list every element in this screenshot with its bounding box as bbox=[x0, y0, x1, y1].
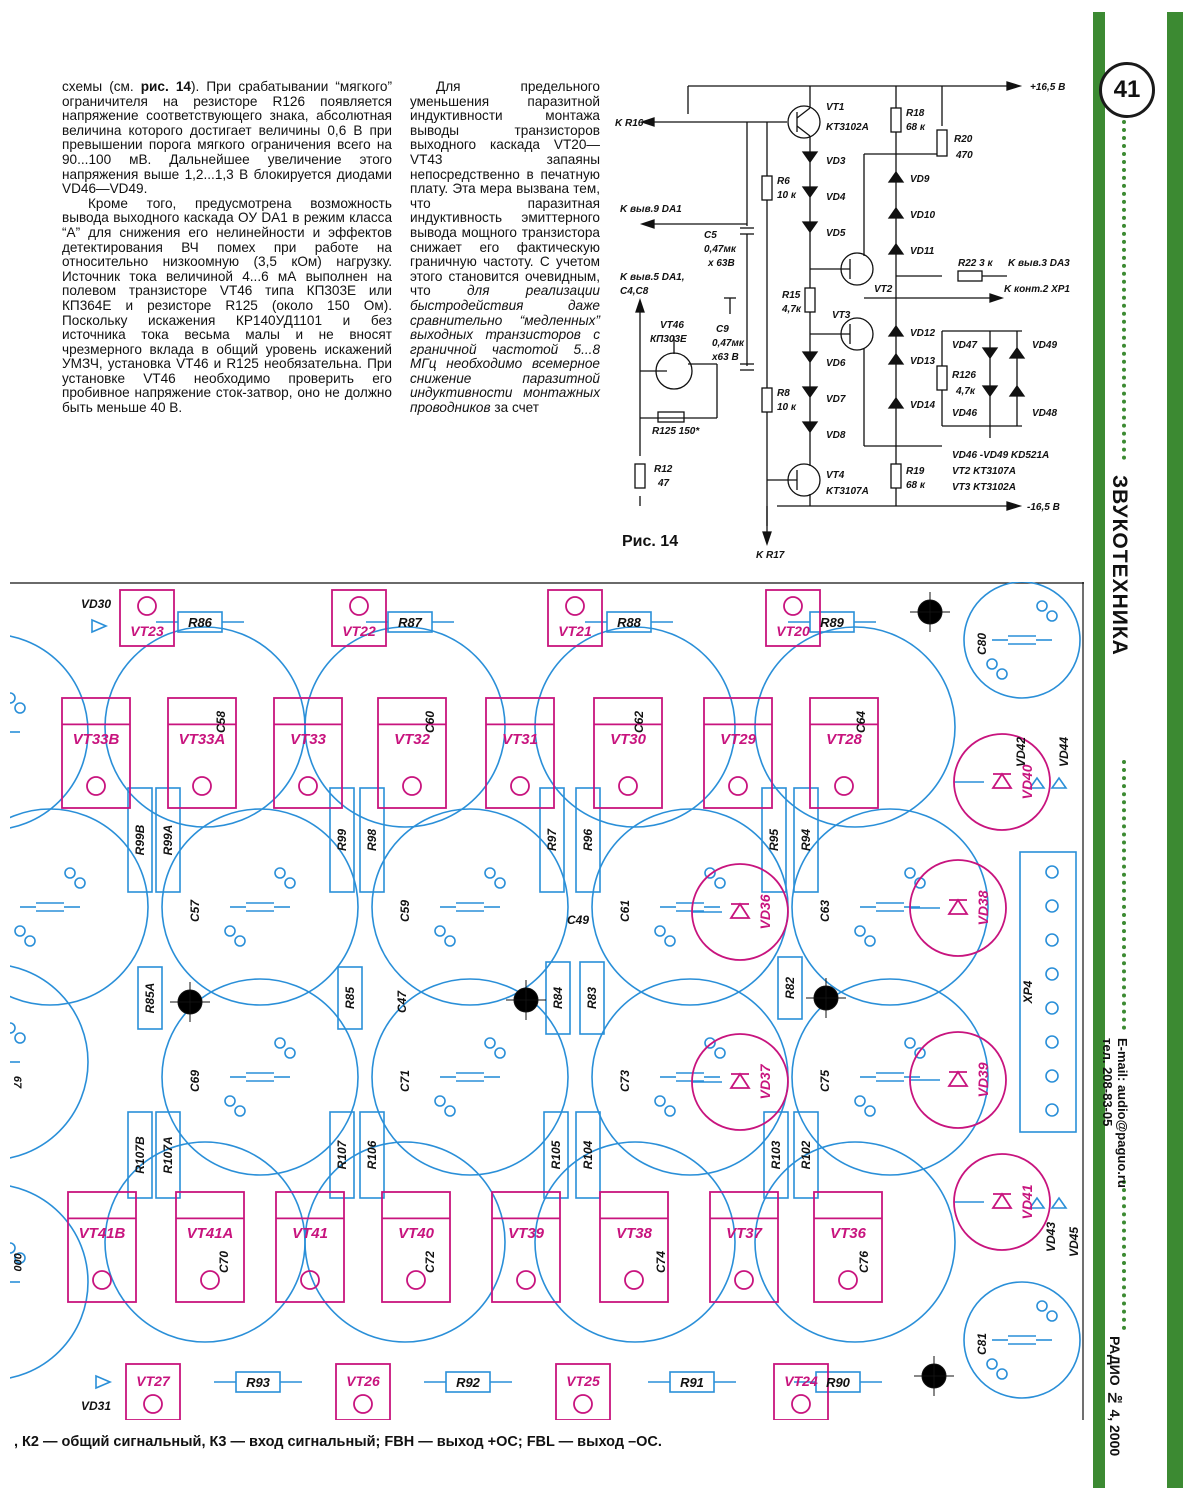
transistor-label: VT33 bbox=[290, 731, 326, 749]
diode-label: VD36 bbox=[757, 894, 773, 930]
diode-label: VD37 bbox=[757, 1064, 773, 1100]
diode-label: VD38 bbox=[975, 890, 991, 926]
transistor-hole bbox=[735, 1271, 753, 1289]
pad bbox=[75, 878, 85, 888]
paragraph-3: Для предельного уменьшения паразитной индуктивности монтажа выводы транзисторов выходного каскада VT20—VT43 запаяны непосредственно в печатную плату. Эта мера вызвана тем, что паразитная индуктивность эмиттерного вывода мощного транзистора снижает его фактическую граничную частоту. С учетом этого становится очевидным, что для реализации быстродействия даже сравнительно “медленных” выходных транзисторов с граничной частотой 5...8 МГц необходимо всемерное снижение паразитной индуктивности монтажных проводников за счет bbox=[410, 79, 600, 416]
dotted-line-1 bbox=[1122, 120, 1132, 460]
transistor-hole bbox=[517, 1271, 535, 1289]
transistor-label: VT28 bbox=[826, 731, 862, 749]
svg-text:x 63В: x 63В bbox=[708, 258, 735, 269]
resistor-label: R95 bbox=[767, 828, 781, 852]
pad bbox=[435, 1096, 445, 1106]
resistor-label: R106 bbox=[365, 1140, 379, 1170]
pad bbox=[495, 1048, 505, 1058]
resistor-label: R88 bbox=[617, 615, 641, 630]
capacitor-label: C71 bbox=[398, 1069, 413, 1093]
svg-text:C9: C9 bbox=[716, 324, 729, 335]
transistor-hole bbox=[729, 777, 747, 795]
svg-text:R125 150*: R125 150* bbox=[652, 426, 700, 437]
pad bbox=[225, 926, 235, 936]
driver-label: VT23 bbox=[130, 623, 164, 639]
resistor-label: R89 bbox=[820, 615, 844, 630]
diode-label: VD44 bbox=[1057, 736, 1071, 768]
resistor-label: R84 bbox=[551, 986, 565, 1010]
dotted-line-3 bbox=[1122, 1180, 1132, 1330]
driver-hole bbox=[350, 597, 368, 615]
capacitor-label: C75 bbox=[818, 1069, 833, 1093]
pad bbox=[665, 1106, 675, 1116]
capacitor-label: C47 bbox=[395, 990, 409, 1014]
pad bbox=[905, 1038, 915, 1048]
capacitor-label: C74 bbox=[654, 1250, 668, 1274]
transistor-label: VT30 bbox=[610, 731, 646, 749]
driver-label: VT22 bbox=[342, 623, 376, 639]
driver-hole bbox=[138, 597, 156, 615]
dotted-line-2 bbox=[1122, 760, 1132, 1030]
svg-text:VT46: VT46 bbox=[660, 320, 684, 331]
plus-supply-label: +16,5 В bbox=[1030, 82, 1066, 93]
capacitor-label: C62 bbox=[632, 710, 646, 734]
pad bbox=[275, 868, 285, 878]
driver-label: VT27 bbox=[136, 1373, 170, 1389]
resistor-label: R96 bbox=[581, 828, 595, 852]
diode-label: VD42 bbox=[1014, 736, 1028, 768]
transistor-label: VT40 bbox=[398, 1225, 434, 1243]
capacitor-label: C49 bbox=[566, 913, 590, 927]
transistor-label: VT37 bbox=[726, 1225, 762, 1243]
svg-text:R19: R19 bbox=[906, 466, 925, 477]
resistor-label: R104 bbox=[581, 1140, 595, 1170]
driver-label: VT26 bbox=[346, 1373, 380, 1389]
resistor-label: R86 bbox=[188, 615, 212, 630]
driver-hole bbox=[784, 597, 802, 615]
pad bbox=[10, 1023, 15, 1033]
connector-pin bbox=[1046, 1036, 1058, 1048]
svg-text:68 к: 68 к bbox=[906, 480, 925, 491]
svg-text:VT2 KT3107A: VT2 KT3107A bbox=[952, 466, 1016, 477]
svg-text:VD3: VD3 bbox=[826, 156, 846, 167]
capacitor-outline bbox=[10, 1184, 88, 1380]
transistor-hole bbox=[87, 777, 105, 795]
resistor-label: R90 bbox=[826, 1375, 850, 1390]
transistor-label: VT29 bbox=[720, 731, 756, 749]
diode-label: VD30 bbox=[80, 597, 112, 611]
connector-label: XP4 bbox=[1021, 980, 1035, 1004]
driver-label: VT25 bbox=[566, 1373, 600, 1389]
diode-symbol bbox=[1052, 1198, 1066, 1208]
capacitor-label: C80 bbox=[975, 632, 990, 656]
transistor-body bbox=[492, 1192, 560, 1302]
resistor-label: R87 bbox=[398, 615, 422, 630]
pad bbox=[855, 926, 865, 936]
transistor-label: VT32 bbox=[394, 731, 430, 749]
svg-text:VD47: VD47 bbox=[952, 340, 978, 351]
pad bbox=[1037, 1301, 1047, 1311]
diode-label: VD39 bbox=[975, 1062, 991, 1098]
svg-text:10 к: 10 к bbox=[777, 190, 796, 201]
svg-text:470: 470 bbox=[956, 150, 973, 161]
resistor-label: R99 bbox=[335, 828, 349, 852]
transistor-hole bbox=[193, 777, 211, 795]
pad bbox=[997, 669, 1007, 679]
svg-text:VD9: VD9 bbox=[910, 174, 930, 185]
pad bbox=[235, 936, 245, 946]
diode-symbol bbox=[949, 900, 967, 914]
transistor-label: VT36 bbox=[830, 1225, 866, 1243]
transistor-hole bbox=[625, 1271, 643, 1289]
svg-text:VT2: VT2 bbox=[874, 284, 893, 295]
pad bbox=[715, 878, 725, 888]
resistor-label: R103 bbox=[769, 1140, 783, 1170]
pad bbox=[1037, 601, 1047, 611]
pad bbox=[655, 926, 665, 936]
svg-text:C5: C5 bbox=[704, 230, 717, 241]
diode-label: VD31 bbox=[80, 1399, 112, 1413]
pcb-layout bbox=[10, 582, 1084, 1420]
resistor-label: R97 bbox=[545, 828, 559, 852]
connector-pin bbox=[1046, 1104, 1058, 1116]
resistor-label: R83 bbox=[585, 986, 599, 1010]
transistor-label: VT31 bbox=[502, 731, 538, 749]
svg-text:VD46 -VD49 KD521A: VD46 -VD49 KD521A bbox=[952, 450, 1050, 461]
transistor-label: VT41 bbox=[292, 1225, 328, 1243]
transistor-body bbox=[68, 1192, 136, 1302]
pad bbox=[485, 868, 495, 878]
edge-label: 67 bbox=[11, 1075, 23, 1089]
svg-text:K выв.9 DA1: K выв.9 DA1 bbox=[620, 204, 682, 215]
transistor-hole bbox=[93, 1271, 111, 1289]
connector-pin bbox=[1046, 866, 1058, 878]
svg-text:VD7: VD7 bbox=[826, 394, 846, 405]
diode-label: VD41 bbox=[1019, 1184, 1035, 1220]
svg-text:R20: R20 bbox=[954, 134, 973, 145]
svg-text:K R16: K R16 bbox=[615, 118, 644, 129]
article-column-1 bbox=[62, 80, 392, 416]
resistor-label: R98 bbox=[365, 828, 379, 852]
figure-caption: Рис. 14 bbox=[622, 533, 679, 550]
transistor-body bbox=[62, 698, 130, 808]
pad bbox=[25, 936, 35, 946]
svg-text:VD12: VD12 bbox=[910, 328, 936, 339]
paragraph-2: Кроме того, предусмотрена возможность вывода выходного каскада ОУ DA1 в режим класса “А” для снижения его нелинейности и эффектов детектирования ВЧ помех при работе на относительно низкоомную (3,5 кОм) нагрузку. Источник тока величиной 4...6 мА выполнен на полевом транзисторе VT46 типа КП303Е или КП364Е и резисторе R125 (около 150 Ом). Поскольку искажения КР140УД1101 и без источника тока весьма малы и не вносят чрезмерного вклада в общий уровень искажений УМЗЧ, установка VT46 и R125 необязательна. При установке VT46 необходимо проверить его пробивное напряжение сток-затвор, оно не должно быть меньше 40 В. bbox=[62, 195, 392, 416]
svg-text:0,47мк: 0,47мк bbox=[704, 244, 736, 255]
svg-text:VD48: VD48 bbox=[1032, 408, 1058, 419]
pad bbox=[1047, 1311, 1057, 1321]
svg-text:R15: R15 bbox=[782, 290, 801, 301]
resistor-label: R82 bbox=[783, 976, 797, 1000]
resistor-label: R107B bbox=[133, 1136, 147, 1174]
transistor-body bbox=[176, 1192, 244, 1302]
diode-label: VD43 bbox=[1044, 1221, 1058, 1253]
svg-text:VD46: VD46 bbox=[952, 408, 978, 419]
svg-text:68 к: 68 к bbox=[906, 122, 925, 133]
pad bbox=[10, 693, 15, 703]
svg-text:VD6: VD6 bbox=[826, 358, 846, 369]
page-number: 41 bbox=[1099, 62, 1155, 118]
figure-ref: рис. 14 bbox=[140, 79, 191, 94]
pad bbox=[285, 878, 295, 888]
transistor-body bbox=[486, 698, 554, 808]
resistor-label: R94 bbox=[799, 828, 813, 852]
svg-text:VD4: VD4 bbox=[826, 192, 846, 203]
pad bbox=[1047, 611, 1057, 621]
resistor-label: R107 bbox=[335, 1140, 349, 1170]
pad bbox=[285, 1048, 295, 1058]
capacitor-label: C59 bbox=[398, 899, 413, 923]
pad bbox=[655, 1096, 665, 1106]
capacitor-label: C57 bbox=[188, 899, 203, 923]
svg-text:VD49: VD49 bbox=[1032, 340, 1058, 351]
driver-hole bbox=[792, 1395, 810, 1413]
pad bbox=[10, 1243, 15, 1253]
pad bbox=[445, 1106, 455, 1116]
svg-text:0,47мк: 0,47мк bbox=[712, 338, 744, 349]
article-column-2 bbox=[410, 80, 600, 416]
svg-text:VD10: VD10 bbox=[910, 210, 936, 221]
capacitor-outline bbox=[305, 627, 505, 827]
svg-text:VT3: VT3 bbox=[832, 310, 851, 321]
svg-text:R12: R12 bbox=[654, 464, 673, 475]
pad bbox=[865, 1106, 875, 1116]
pad bbox=[905, 868, 915, 878]
connector-pin bbox=[1046, 934, 1058, 946]
svg-text:R126: R126 bbox=[952, 370, 976, 381]
pad bbox=[275, 1038, 285, 1048]
pad bbox=[987, 659, 997, 669]
connector-pin bbox=[1046, 1002, 1058, 1014]
pad bbox=[225, 1096, 235, 1106]
issue-text: РАДИО № 4, 2000 bbox=[1107, 1336, 1123, 1457]
schematic-figure-14 bbox=[612, 66, 1082, 566]
svg-text:K выв.5 DA1,: K выв.5 DA1, bbox=[620, 272, 685, 283]
capacitor-label: C64 bbox=[854, 710, 868, 734]
diode-symbol bbox=[731, 1074, 749, 1088]
resistor-label: R85 bbox=[343, 986, 357, 1010]
capacitor-label: C81 bbox=[975, 1332, 990, 1356]
resistor-label: R107A bbox=[161, 1136, 175, 1174]
transistor-label: VT41A bbox=[186, 1225, 234, 1243]
svg-text:KT3107A: KT3107A bbox=[826, 486, 869, 497]
capacitor-outline bbox=[10, 964, 88, 1160]
transistor-body bbox=[600, 1192, 668, 1302]
capacitor-label: C69 bbox=[188, 1069, 203, 1093]
capacitor-label: C72 bbox=[423, 1250, 437, 1274]
pad bbox=[435, 926, 445, 936]
transistor-hole bbox=[299, 777, 317, 795]
pad bbox=[15, 703, 25, 713]
transistor-hole bbox=[511, 777, 529, 795]
svg-text:47: 47 bbox=[658, 478, 670, 489]
resistor-label: R99A bbox=[161, 824, 175, 856]
capacitor-label: C61 bbox=[618, 899, 633, 923]
transistor-label: VT39 bbox=[508, 1225, 544, 1243]
capacitor-label: C63 bbox=[818, 899, 833, 923]
sidebar-inner bbox=[1105, 12, 1167, 1488]
svg-text:4,7к: 4,7к bbox=[956, 386, 975, 397]
driver-label: VT21 bbox=[558, 623, 592, 639]
pad bbox=[445, 936, 455, 946]
driver-label: VT24 bbox=[784, 1373, 818, 1389]
driver-hole bbox=[144, 1395, 162, 1413]
svg-text:R18: R18 bbox=[906, 108, 925, 119]
diode-symbol bbox=[993, 1194, 1011, 1208]
pad bbox=[855, 1096, 865, 1106]
pcb-blue-layer bbox=[10, 582, 1080, 1398]
pad bbox=[665, 936, 675, 946]
connector-pin bbox=[1046, 968, 1058, 980]
resistor-label: R105 bbox=[549, 1140, 563, 1170]
sidebar-strip bbox=[1093, 12, 1183, 1488]
pad bbox=[865, 936, 875, 946]
pad bbox=[987, 1359, 997, 1369]
transistor-label: VT38 bbox=[616, 1225, 652, 1243]
svg-text:VD8: VD8 bbox=[826, 430, 846, 441]
svg-text:10 к: 10 к bbox=[777, 402, 796, 413]
diode-symbol bbox=[731, 904, 749, 918]
capacitor-label: C73 bbox=[618, 1069, 633, 1093]
diode-symbol bbox=[96, 1376, 110, 1388]
svg-text:K R17: K R17 bbox=[756, 550, 785, 561]
transistor-label: VT33A bbox=[178, 731, 226, 749]
resistor-label: R92 bbox=[456, 1375, 480, 1390]
phone-text: тел. 208-83-05 bbox=[1100, 1038, 1115, 1127]
svg-text:VT3 KT3102A: VT3 KT3102A bbox=[952, 482, 1016, 493]
connector-pin bbox=[1046, 900, 1058, 912]
resistor-label: R93 bbox=[246, 1375, 270, 1390]
pad bbox=[715, 1048, 725, 1058]
capacitor-label: C60 bbox=[423, 710, 437, 734]
svg-text:VT1: VT1 bbox=[826, 102, 845, 113]
transistor-hole bbox=[619, 777, 637, 795]
email-text: E-mail: audio@paguo.ru bbox=[1115, 1038, 1130, 1188]
transistor-hole bbox=[835, 777, 853, 795]
svg-text:C4,C8: C4,C8 bbox=[620, 286, 649, 297]
capacitor-label: C58 bbox=[214, 710, 228, 734]
driver-label: VT20 bbox=[776, 623, 810, 639]
resistor-label: R99B bbox=[133, 824, 147, 856]
diode-symbol bbox=[949, 1072, 967, 1086]
connector-pin bbox=[1046, 1070, 1058, 1082]
resistor-label: R91 bbox=[680, 1375, 704, 1390]
paragraph-1: схемы (см. рис. 14). При срабатывании “мягкого” ограничителя на резисторе R126 появляется напряжение соответствующего знака, абсолютная величина которого достигает величины 0,6 В при превышении порога мягкого ограничения всего на 90...100 мВ. Дальнейшее увеличение этого напряжения выше 1,2...1,3 В блокируется диодами VD46—VD49. bbox=[62, 79, 392, 197]
driver-hole bbox=[574, 1395, 592, 1413]
svg-text:-16,5 В: -16,5 В bbox=[1027, 502, 1060, 513]
transistor-body bbox=[710, 1192, 778, 1302]
svg-text:4,7к: 4,7к bbox=[782, 304, 801, 315]
svg-text:K выв.3 DA3: K выв.3 DA3 bbox=[1008, 258, 1070, 269]
svg-text:R22 3 к: R22 3 к bbox=[958, 258, 993, 269]
transistor-body bbox=[382, 1192, 450, 1302]
pad bbox=[485, 1038, 495, 1048]
driver-hole bbox=[354, 1395, 372, 1413]
svg-text:VD11: VD11 bbox=[910, 246, 935, 257]
capacitor-label: C76 bbox=[857, 1250, 871, 1274]
svg-text:VD13: VD13 bbox=[910, 356, 936, 367]
svg-text:VD14: VD14 bbox=[910, 400, 936, 411]
svg-text:VD5: VD5 bbox=[826, 228, 846, 239]
driver-hole bbox=[566, 597, 584, 615]
svg-text:КП303Е: КП303Е bbox=[650, 334, 687, 345]
svg-text:VT4: VT4 bbox=[826, 470, 845, 481]
pad bbox=[235, 1106, 245, 1116]
capacitor-label: C70 bbox=[217, 1250, 231, 1274]
diode-label: VD45 bbox=[1067, 1226, 1081, 1258]
svg-text:R6: R6 bbox=[777, 176, 790, 187]
pad bbox=[15, 1033, 25, 1043]
pad bbox=[495, 878, 505, 888]
pad bbox=[997, 1369, 1007, 1379]
pad bbox=[15, 926, 25, 936]
bottom-caption: , К2 — общий сигнальный, К3 — вход сигнальный; FBH — выход +ОС; FBL — выход –ОС. bbox=[14, 1434, 662, 1450]
diode-symbol bbox=[1052, 778, 1066, 788]
diode-symbol bbox=[92, 620, 106, 632]
svg-text:KT3102A: KT3102A bbox=[826, 122, 869, 133]
pad bbox=[65, 868, 75, 878]
section-title: ЗВУКОТЕХНИКА bbox=[1108, 475, 1131, 656]
svg-text:x63 В: x63 В bbox=[712, 352, 739, 363]
diode-symbol bbox=[993, 774, 1011, 788]
transistor-label: VT41B bbox=[78, 1225, 126, 1243]
transistor-body bbox=[814, 1192, 882, 1302]
svg-text:R8: R8 bbox=[777, 388, 790, 399]
transistor-label: VT33B bbox=[72, 731, 120, 749]
edge-label: 000 bbox=[11, 1252, 23, 1272]
diode-label: VD40 bbox=[1019, 764, 1035, 800]
transistor-hole bbox=[403, 777, 421, 795]
resistor-label: R102 bbox=[799, 1140, 813, 1170]
transistor-hole bbox=[839, 1271, 857, 1289]
svg-text:K конт.2 XP1: K конт.2 XP1 bbox=[1004, 284, 1070, 295]
resistor-label: R85A bbox=[143, 982, 157, 1014]
capacitor-outline bbox=[105, 627, 305, 827]
transistor-body bbox=[594, 698, 662, 808]
